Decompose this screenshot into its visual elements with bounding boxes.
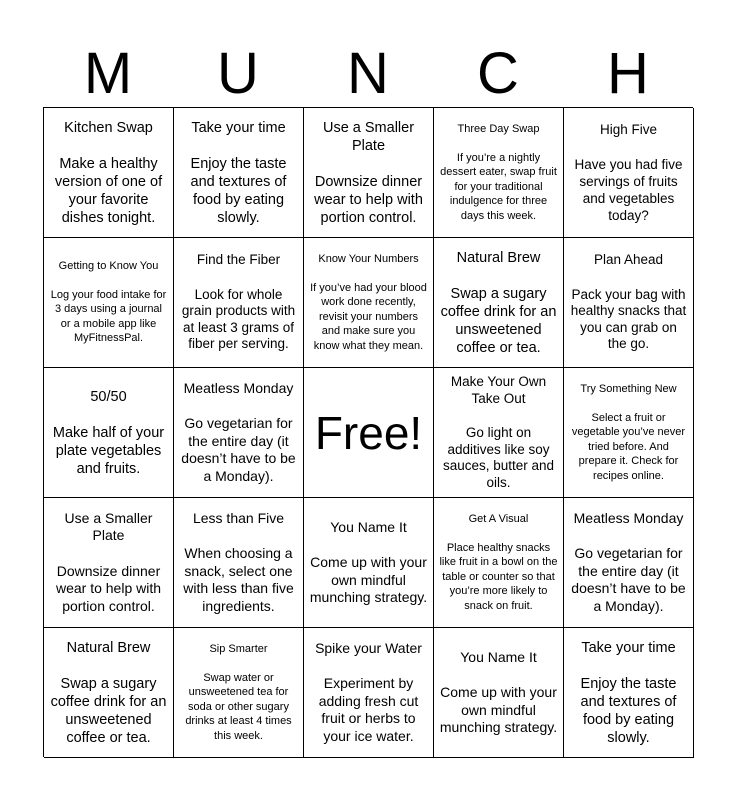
- bingo-cell: [564, 628, 694, 758]
- cell-body: Come up with your own mindful munching strategy.: [309, 554, 428, 605]
- cell-body: Experiment by adding fresh cut fruit or herbs to your ice water.: [318, 675, 419, 744]
- bingo-cell: [304, 628, 434, 758]
- cell-body: Swap a sugary coffee drink for an unsweetened coffee or tea.: [440, 285, 557, 356]
- cell-body: If you’ve had your blood work done recently, revisit your numbers and make sure you know what they mean.: [310, 281, 427, 352]
- bingo-cell: [174, 368, 304, 498]
- cell-title: Natural Brew: [456, 249, 541, 266]
- bingo-cell: [434, 368, 564, 498]
- cell-body: Enjoy the taste and textures of food by eating slowly.: [190, 155, 287, 226]
- cell-title: You Name It: [460, 648, 537, 665]
- header-letter: N: [347, 41, 389, 106]
- bingo-cell: [174, 498, 304, 628]
- cell-title: Three Day Swap: [457, 123, 540, 135]
- cell-body: Swap water or unsweetened tea for soda or other sugary drinks at least 4 times this week.: [185, 671, 292, 742]
- bingo-cell: [44, 108, 174, 238]
- bingo-grid: [43, 107, 693, 757]
- bingo-cell: [44, 368, 174, 498]
- cell-body: Swap a sugary coffee drink for an unsweetened coffee or tea.: [50, 675, 167, 746]
- cell-body: When choosing a snack, select one with less than five ingredients.: [183, 545, 294, 614]
- bingo-cell: [564, 238, 694, 368]
- cell-title: High Five: [599, 122, 658, 137]
- cell-title: Make Your Own Take Out: [450, 374, 547, 406]
- header-letter: M: [83, 41, 133, 106]
- free-label: Free!: [314, 406, 423, 459]
- cell-title: You Name It: [330, 518, 407, 535]
- cell-body: Make half of your plate vegetables and fruits.: [52, 424, 165, 477]
- header-letter: H: [607, 41, 649, 106]
- cell-body: Downsize dinner wear to help with portion control.: [55, 562, 162, 614]
- cell-title: 50/50: [90, 388, 127, 405]
- cell-title: Get A Visual: [468, 513, 529, 525]
- cell-title: Plan Ahead: [593, 252, 664, 268]
- cell-body: Enjoy the taste and textures of food by eating slowly.: [580, 675, 677, 746]
- cell-body: Make a healthy version of one of your favorite dishes tonight.: [54, 155, 163, 226]
- header-letter: C: [477, 41, 519, 106]
- bingo-cell: [174, 108, 304, 238]
- cell-title: Sip Smarter: [209, 643, 268, 655]
- bingo-cell: [304, 238, 434, 368]
- bingo-cell: [304, 498, 434, 628]
- cell-body: Have you had five servings of fruits and vegetables today?: [574, 157, 683, 223]
- cell-title: Natural Brew: [66, 639, 151, 656]
- bingo-cell: [564, 498, 694, 628]
- bingo-cell: [434, 238, 564, 368]
- cell-title: Try Something New: [580, 383, 677, 395]
- bingo-cell: [44, 498, 174, 628]
- cell-title: Use a Smaller Plate: [322, 119, 415, 154]
- cell-title: Meatless Monday: [183, 379, 294, 396]
- cell-title: Kitchen Swap: [64, 119, 153, 136]
- header-letter: U: [217, 41, 259, 106]
- cell-body: Downsize dinner wear to help with portion control.: [314, 173, 423, 226]
- cell-title: Take your time: [581, 639, 676, 656]
- free-space: [304, 368, 434, 498]
- bingo-header: [43, 40, 693, 108]
- cell-title: Spike your Water: [315, 639, 422, 656]
- bingo-cell: [174, 238, 304, 368]
- cell-title: Less than Five: [192, 509, 285, 526]
- cell-body: Select a fruit or vegetable you’ve never tried before. And prepare it. Check for recipes online.: [571, 411, 686, 482]
- cell-title: Take your time: [191, 119, 286, 136]
- bingo-cell: [434, 498, 564, 628]
- cell-title: Meatless Monday: [573, 509, 684, 526]
- cell-body: Go vegetarian for the entire day (it doesn’t have to be a Monday).: [181, 415, 296, 484]
- cell-body: Log your food intake for 3 days using a journal or a mobile app like MyFitnessPal.: [50, 288, 167, 345]
- bingo-cell: [44, 238, 174, 368]
- cell-body: Come up with your own mindful munching strategy.: [439, 684, 558, 735]
- cell-body: Go vegetarian for the entire day (it doesn’t have to be a Monday).: [571, 545, 686, 614]
- bingo-cell: [434, 108, 564, 238]
- cell-title: Use a Smaller Plate: [64, 509, 153, 544]
- cell-body: Go light on additives like soy sauces, butter and oils.: [442, 425, 555, 490]
- bingo-cell: [434, 628, 564, 758]
- cell-body: Place healthy snacks like fruit in a bowl on the table or counter so that you’re more likely to snack on fruit.: [439, 541, 558, 612]
- cell-title: Know Your Numbers: [318, 253, 419, 265]
- cell-title: Find the Fiber: [196, 252, 281, 268]
- bingo-cell: [174, 628, 304, 758]
- cell-title: Getting to Know You: [58, 260, 159, 273]
- bingo-cell: [564, 108, 694, 238]
- bingo-cell: [44, 628, 174, 758]
- cell-body: Pack your bag with healthy snacks that you can grab on the go.: [570, 286, 687, 352]
- bingo-cell: [564, 368, 694, 498]
- cell-body: Look for whole grain products with at least 3 grams of fiber per serving.: [181, 286, 296, 352]
- cell-body: If you’re a nightly dessert eater, swap fruit for your traditional indulgence for three days this week.: [440, 151, 557, 222]
- bingo-cell: [304, 108, 434, 238]
